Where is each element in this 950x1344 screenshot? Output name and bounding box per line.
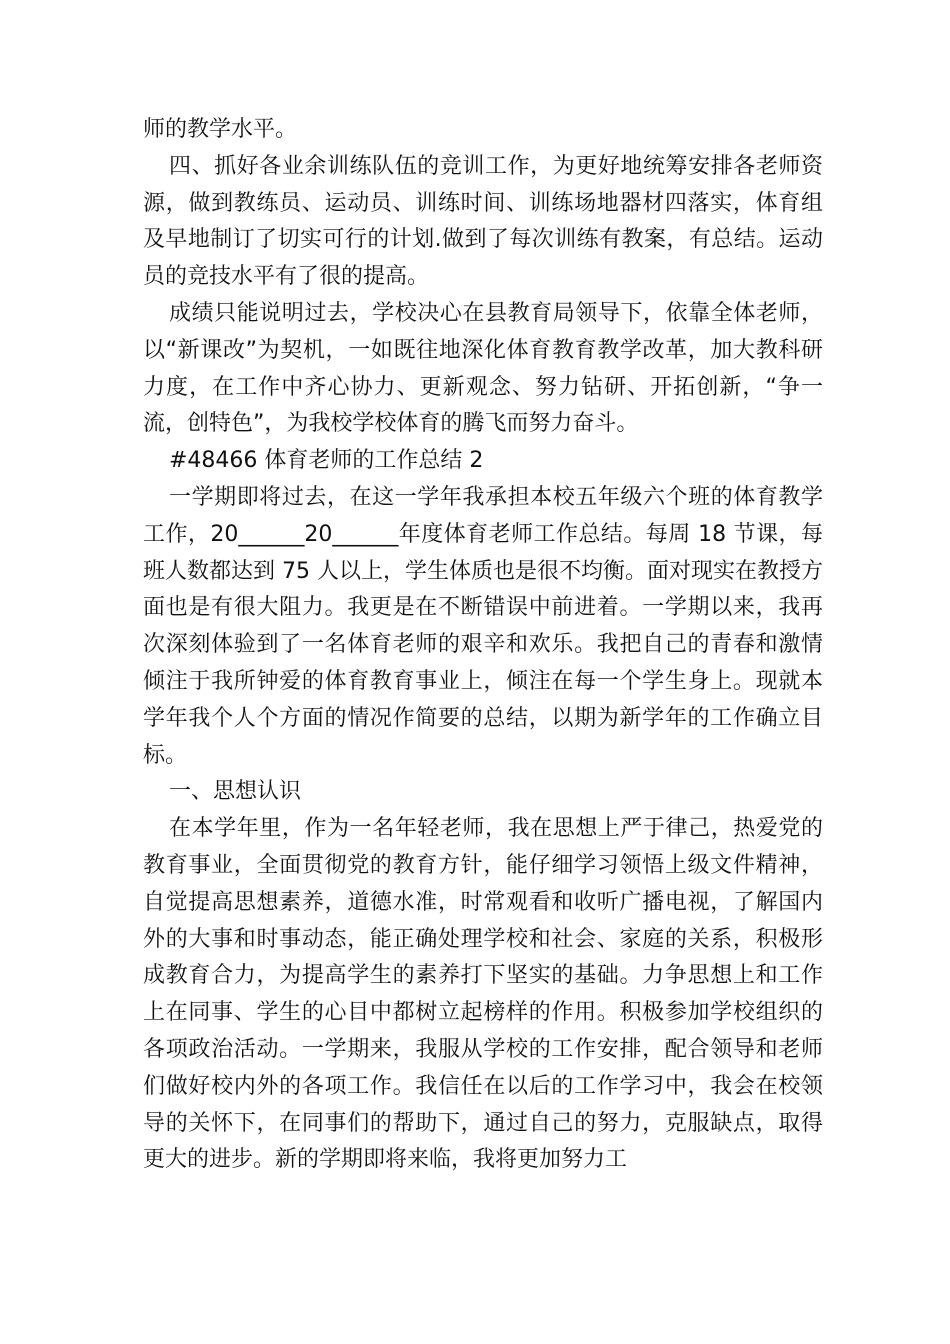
document-page [143, 112, 823, 1179]
section-title: #48466 体育老师的工作总结 2 [169, 448, 484, 474]
paragraph-introduction: 一学期即将过去，在这一学年我承担本校五年级六个班的体育教学工作，20______20______年度体育老师工作总结。每周 18 节课，每班人数都达到 75 人以上，学生体质也是很不均衡。面对现实在教授方面也是有很大阻力。我更是在不断错误中前进着。一学期以来，我再次深刻体验到了一名体育老师的艰辛和欢乐。我把自己的青春和激情倾注于我所钟爱的体育教育事业上，倾注在每一个学生身上。现就本学年我个人个方面的情况作简要的总结，以期为新学年的工作确立目标。 [143, 484, 823, 768]
subsection-heading: 一、思想认识 [169, 779, 302, 805]
paragraph-conclusion: 成绩只能说明过去，学校决心在县教育局领导下，依靠全体老师，以“新课改”为契机，一如既往地深化体育教育教学改革，加大教科研力度，在工作中齐心协力、更新观念、努力钻研、开拓创新，“争一流，创特色”，为我校学校体育的腾飞而努力奋斗。 [143, 300, 823, 437]
paragraph-continuation: 师的教学水平。 [143, 117, 298, 142]
paragraph-training-work: 四、抓好各业余训练队伍的竞训工作，为更好地统筹安排各老师资源，做到教练员、运动员、训练时间、训练场地器材四落实，体育组及早地制订了切实可行的计划.做到了每次训练有教案，有总结。运动员的竞技水平有了很的提高。 [143, 153, 823, 290]
paragraph-ideology: 在本学年里，作为一名年轻老师，我在思想上严于律己，热爱党的教育事业，全面贯彻党的教育方针，能仔细学习领悟上级文件精神，自觉提高思想素养，道德水准，时常观看和收听广播电视，了解国内外的大事和时事动态，能正确处理学校和社会、家庭的关系，积极形成教育合力，为提高学生的素养打下坚实的基础。力争思想上和工作上在同事、学生的心目中都树立起榜样的作用。积极参加学校组织的各项政治活动。一学期来，我服从学校的工作安排，配合领导和老师们做好校内外的各项工作。我信任在以后的工作学习中，我会在校领导的关怀下，在同事们的帮助下，通过自己的努力，克服缺点，取得更大的进步。新的学期即将来临，我将更加努力工 [143, 816, 823, 1173]
